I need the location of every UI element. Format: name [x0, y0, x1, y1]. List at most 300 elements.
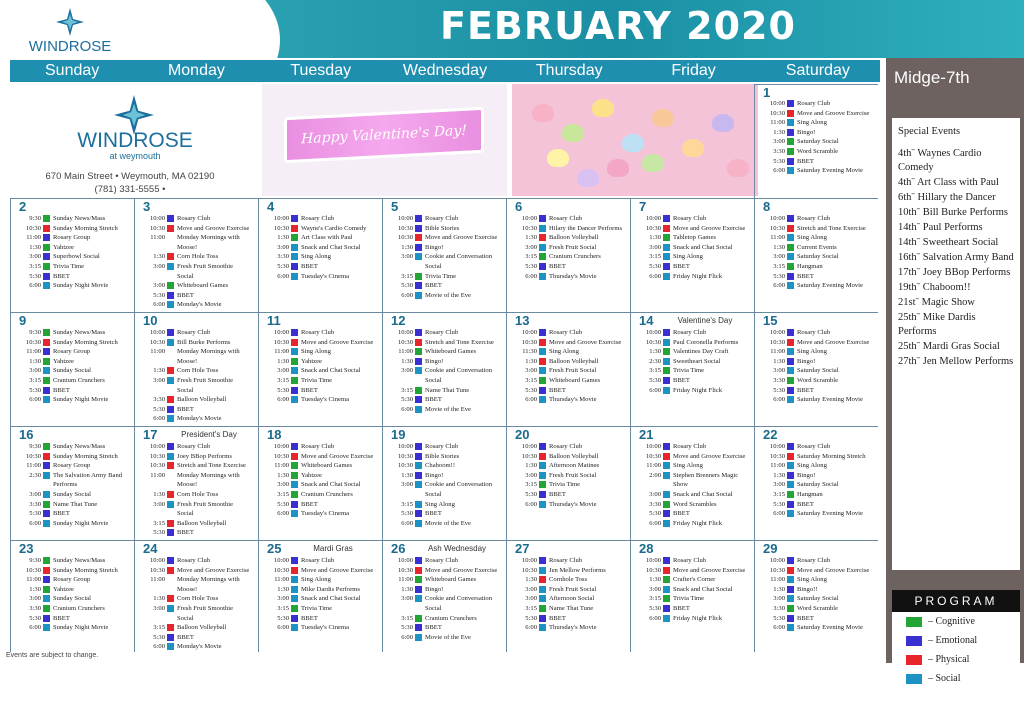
event-name: Hilary the Dancer Performs: [549, 224, 623, 232]
category-swatch: [43, 329, 50, 336]
event-time: 11:00: [398, 348, 413, 356]
category-swatch: [291, 557, 298, 564]
event-row: [383, 243, 507, 252]
event-row: [383, 556, 507, 565]
event-name: BBET: [549, 491, 566, 498]
event-row: [507, 347, 631, 356]
event-time: 11:00: [150, 234, 165, 242]
event-name: Balloon Volleyball: [177, 519, 227, 527]
address-street: 670 Main Street • Weymouth, MA 02190: [45, 171, 215, 182]
event-row: [259, 243, 383, 252]
category-swatch: [415, 367, 422, 374]
event-time: 3:00: [773, 367, 785, 375]
event-name: Monday Mornings with: [177, 348, 240, 356]
category-swatch: [415, 576, 422, 583]
event-time: 10:30: [149, 462, 165, 470]
event-row: [507, 614, 631, 623]
category-swatch: [787, 481, 794, 488]
event-name: Move and Groove Exercise: [301, 452, 374, 460]
event-time: 10:30: [645, 224, 661, 232]
event-row: [755, 157, 879, 166]
event-time: 11:00: [274, 348, 289, 356]
event-row: [507, 471, 631, 480]
event-name: Sing Along: [797, 119, 827, 127]
day-cell-19: [382, 426, 506, 540]
weekday-header: [10, 60, 880, 82]
category-swatch: [167, 367, 174, 374]
event-row: [135, 461, 259, 470]
special-event-item: 4thˉ Waynes Cardio Comedy: [898, 148, 982, 173]
day-cell-8: [754, 198, 878, 312]
event-row: [259, 575, 383, 584]
category-swatch: [43, 225, 50, 232]
category-swatch: [539, 377, 546, 384]
legend-swatch: [906, 636, 922, 646]
event-name: BBET: [425, 510, 442, 518]
month-title: FEBRUARY 2020: [440, 4, 796, 48]
event-time: 3:30: [153, 396, 165, 404]
event-time: 3:00: [649, 491, 661, 498]
event-time: 11:30: [522, 348, 537, 356]
event-name: Rosary Club: [425, 215, 459, 222]
category-swatch: [167, 462, 174, 469]
category-swatch: [787, 282, 794, 289]
event-time: 1:30: [153, 595, 165, 603]
event-row: [507, 338, 631, 347]
category-swatch: [291, 253, 298, 260]
category-swatch: [291, 358, 298, 365]
event-name: Balloon Volleyball: [549, 234, 599, 242]
event-time: 3:00: [525, 595, 537, 603]
event-name: Chaboom!!: [425, 462, 456, 470]
category-swatch: [291, 615, 298, 622]
event-time: 10:00: [273, 329, 289, 336]
event-time: 3:00: [401, 595, 413, 603]
event-name: Monday's Movie: [177, 301, 222, 309]
category-swatch: [787, 557, 794, 564]
day-number: 1: [763, 85, 771, 100]
category-swatch: [167, 501, 174, 508]
day-cell-13: [506, 312, 630, 426]
event-time: 3:00: [773, 138, 785, 146]
event-name: Whiteboard Games: [177, 282, 229, 290]
day-cell-1: [754, 84, 878, 198]
category-swatch: [539, 273, 546, 280]
event-row: [383, 252, 507, 261]
category-swatch: [43, 348, 50, 355]
event-row: [259, 376, 383, 385]
event-name: Movie of the Eve: [425, 291, 471, 299]
day-number: 21: [639, 427, 654, 442]
holiday-label: Valentine's Day: [677, 316, 733, 325]
category-swatch: [291, 472, 298, 479]
category-swatch: [787, 158, 794, 165]
event-name: Sunday Morning Stretch: [53, 338, 118, 346]
event-row: [755, 490, 879, 499]
event-row: [631, 604, 755, 613]
category-swatch: [167, 282, 174, 289]
event-name: Cookie and Conversation: [425, 367, 493, 375]
category-swatch: [415, 443, 422, 450]
event-time: 10:30: [149, 224, 165, 232]
category-swatch: [539, 234, 546, 241]
event-row: [11, 338, 135, 347]
category-swatch: [787, 377, 794, 384]
special-event-item: 14thˉ Paul Performs: [898, 222, 983, 233]
day-cell-29: [754, 540, 878, 652]
event-time: 3:15: [401, 500, 413, 508]
event-name: Saturday Evening Movie: [797, 282, 863, 290]
category-swatch: [539, 595, 546, 602]
legend-item: [892, 631, 1020, 650]
event-time: 3:15: [525, 377, 537, 384]
event-name: Bible Stories: [425, 224, 460, 232]
event-row: [755, 461, 879, 470]
event-name: Stretch and Tone Exercise: [177, 462, 246, 470]
event-time: 10:30: [769, 566, 785, 574]
event-row: [11, 442, 135, 451]
event-name: Wayne's Cardio Comedy: [301, 224, 367, 232]
event-row: [135, 300, 259, 309]
category-swatch: [167, 520, 174, 527]
program-title: PROGRAM: [892, 590, 1020, 612]
event-name: BBET: [301, 614, 318, 622]
event-time: 10:30: [645, 566, 661, 574]
category-swatch: [43, 282, 50, 289]
category-swatch: [167, 253, 174, 260]
event-time: 5:30: [525, 386, 537, 394]
event-time: 10:00: [273, 443, 289, 450]
event-name: Saturday Evening Movie: [797, 624, 863, 632]
category-swatch: [415, 520, 422, 527]
event-time: 5:30: [153, 405, 165, 413]
event-time: 5:30: [649, 263, 661, 270]
event-name: Sing Along: [673, 253, 703, 261]
event-row: [11, 500, 135, 509]
category-swatch: [167, 225, 174, 232]
event-time: 5:30: [401, 396, 413, 404]
event-name: Fresh Fruit Social: [549, 243, 597, 251]
event-name: Rosary Group: [53, 234, 91, 242]
event-name: Performs: [53, 481, 78, 489]
event-row: [755, 109, 879, 118]
event-row: [755, 272, 879, 281]
event-time: 6:00: [153, 415, 165, 423]
event-name: Rosary Club: [797, 215, 831, 222]
category-swatch: [415, 406, 422, 413]
event-row: [259, 252, 383, 261]
category-swatch: [291, 244, 298, 251]
event-time: 1:30: [401, 471, 413, 479]
event-name: Yahtzee: [53, 357, 74, 365]
event-row: [507, 272, 631, 281]
valentine-banner-image: [262, 84, 507, 196]
event-name: Move and Groove Exercise: [797, 338, 870, 346]
event-row: [259, 366, 383, 375]
event-time: 3:30: [29, 605, 41, 612]
event-time: 6:00: [649, 272, 661, 280]
event-name: Rosary Club: [301, 557, 335, 564]
event-row: [507, 604, 631, 613]
event-time: 5:30: [153, 633, 165, 641]
category-swatch: [415, 358, 422, 365]
day-cell-9: [10, 312, 134, 426]
event-row: [259, 471, 383, 480]
category-swatch: [43, 443, 50, 450]
category-swatch: [787, 367, 794, 374]
day-cell-2: [10, 198, 134, 312]
category-swatch: [663, 615, 670, 622]
event-name: Monday Mornings with: [177, 471, 240, 479]
event-row: [755, 137, 879, 146]
event-name: Snack and Chat Social: [301, 595, 361, 603]
event-name: Fresh Fruit Smoothie: [177, 377, 234, 384]
category-swatch: [787, 110, 794, 117]
category-swatch: [663, 586, 670, 593]
event-row: [631, 347, 755, 356]
event-row: [135, 233, 259, 242]
event-row: [631, 490, 755, 499]
event-name: Trivia Time: [673, 367, 705, 375]
event-row: [135, 585, 259, 594]
event-row: [259, 328, 383, 337]
event-time: 3:15: [649, 253, 661, 261]
event-row: [755, 594, 879, 603]
event-name: Word Scramble: [797, 377, 839, 384]
category-swatch: [291, 605, 298, 612]
event-row: [755, 128, 879, 137]
event-time: 3:00: [29, 595, 41, 603]
event-time: 1:30: [401, 357, 413, 365]
category-swatch: [167, 406, 174, 413]
event-time: 3:00: [773, 253, 785, 261]
event-time: 9:30: [29, 215, 41, 222]
logo-text: WINDROSE: [28, 38, 112, 55]
event-time: 10:00: [397, 215, 413, 222]
header-banner: [0, 0, 1024, 58]
event-time: 10:30: [397, 234, 413, 242]
event-name: Word Scramble: [797, 605, 839, 612]
event-time: 10:30: [149, 452, 165, 460]
category-swatch: [291, 348, 298, 355]
event-row: [755, 366, 879, 375]
event-name: Sing Along: [549, 348, 579, 356]
event-row: [383, 291, 507, 300]
event-name: Tabletop Games: [673, 234, 716, 242]
event-time: 5:30: [773, 157, 785, 165]
event-time: 5:30: [401, 624, 413, 632]
event-time: 10:00: [645, 443, 661, 450]
category-swatch: [539, 605, 546, 612]
event-row: [135, 623, 259, 632]
category-swatch: [787, 396, 794, 403]
special-events-box: [892, 118, 1020, 570]
event-time: 3:15: [649, 367, 661, 375]
event-name: Bingo!: [797, 471, 816, 479]
event-name: Rosary Club: [797, 100, 831, 107]
category-swatch: [787, 576, 794, 583]
event-time: 3:00: [525, 243, 537, 251]
event-row: [631, 585, 755, 594]
category-swatch: [663, 510, 670, 517]
event-row: [507, 500, 631, 509]
event-time: 10:30: [769, 224, 785, 232]
event-name: Superbowl Social: [53, 253, 100, 261]
event-name: Sunday Night Movie: [53, 396, 109, 404]
event-time: 10:30: [397, 452, 413, 460]
day-number: 13: [515, 313, 530, 328]
event-name: Moose!: [177, 481, 198, 489]
event-time: 3:00: [153, 282, 165, 290]
event-name: Thursday's Movie: [549, 272, 597, 280]
event-row: [755, 480, 879, 489]
event-time: 3:00: [153, 605, 165, 612]
legend-label: – Physical: [928, 654, 970, 665]
event-name: Thursday's Movie: [549, 396, 597, 404]
event-name: Tuesday's Cinema: [301, 272, 350, 280]
event-name: Saturday Morning Stretch: [797, 452, 866, 460]
event-name: Hangman: [797, 491, 823, 498]
event-time: 1:30: [773, 357, 785, 365]
event-name: BBET: [177, 633, 194, 641]
category-swatch: [291, 329, 298, 336]
event-row: [507, 328, 631, 337]
event-row: [259, 214, 383, 223]
event-name: Social: [425, 605, 442, 612]
event-row: [755, 614, 879, 623]
category-swatch: [663, 453, 670, 460]
category-swatch: [415, 253, 422, 260]
category-swatch: [539, 329, 546, 336]
event-time: 5:30: [277, 614, 289, 622]
day-cell-20: [506, 426, 630, 540]
day-number: 11: [267, 313, 281, 328]
event-row: [259, 272, 383, 281]
event-name: Move and Groove Exercise: [425, 234, 498, 242]
event-name: Yahtzee: [53, 243, 74, 251]
event-time: 5:30: [525, 491, 537, 498]
event-name: BBET: [797, 386, 814, 394]
event-time: 3:30: [773, 605, 785, 612]
category-swatch: [787, 624, 794, 631]
event-name: Moose!: [177, 243, 198, 251]
event-row: [383, 633, 507, 642]
event-time: 3:00: [525, 367, 537, 375]
day-number: 8: [763, 199, 771, 214]
event-name: BBET: [797, 500, 814, 508]
event-name: Saturday Evening Movie: [797, 396, 863, 404]
event-time: 6:00: [525, 272, 537, 280]
event-time: 11:00: [150, 348, 165, 356]
category-swatch: [539, 367, 546, 374]
event-name: Trivia Time: [301, 605, 333, 612]
category-swatch: [663, 377, 670, 384]
event-row: [507, 252, 631, 261]
event-name: Move and Groove Exercise: [301, 566, 374, 574]
event-row: [383, 519, 507, 528]
event-row: [755, 395, 879, 404]
event-time: 1:30: [773, 128, 785, 136]
weekday-sunday: Sunday: [45, 62, 100, 79]
event-row: [11, 480, 135, 489]
category-swatch: [415, 273, 422, 280]
event-name: Corn Hole Toss: [177, 253, 219, 261]
event-row: [507, 442, 631, 451]
event-time: 10:30: [645, 338, 661, 346]
event-name: BBET: [53, 272, 70, 280]
category-swatch: [291, 624, 298, 631]
event-row: [135, 272, 259, 281]
event-row: [507, 490, 631, 499]
event-time: 5:30: [153, 291, 165, 299]
category-swatch: [663, 339, 670, 346]
event-row: [383, 357, 507, 366]
category-swatch: [291, 396, 298, 403]
event-name: Friday Night Flick: [673, 272, 723, 280]
event-name: BBET: [53, 510, 70, 518]
event-row: [259, 357, 383, 366]
event-row: [631, 357, 755, 366]
event-name: BBET: [425, 624, 442, 632]
event-row: [259, 604, 383, 613]
event-row: [507, 376, 631, 385]
event-name: Cranium Crunchers: [425, 614, 477, 622]
weekday-tuesday: Tuesday: [290, 62, 352, 79]
event-time: 10:00: [149, 443, 165, 450]
footer-note: Events are subject to change.: [6, 652, 99, 659]
event-name: Cranium Crunchers: [53, 605, 105, 612]
event-row: [383, 594, 507, 603]
event-time: 6:00: [649, 386, 661, 394]
event-name: Cranium Crunchers: [53, 377, 105, 384]
event-name: Snack and Chat Social: [301, 481, 361, 489]
event-time: 5:30: [773, 500, 785, 508]
category-swatch: [43, 263, 50, 270]
event-name: Trivia Time: [673, 595, 705, 603]
category-swatch: [539, 491, 546, 498]
event-name: Rosary Club: [177, 329, 211, 336]
event-name: Bill Burke Performs: [177, 338, 231, 346]
category-swatch: [663, 462, 670, 469]
event-time: 11:00: [26, 234, 41, 242]
event-name: Friday Night Flick: [673, 519, 723, 527]
event-time: 10:30: [397, 462, 413, 470]
event-row: [383, 233, 507, 242]
category-swatch: [787, 225, 794, 232]
event-row: [259, 614, 383, 623]
event-name: Whiteboard Games: [301, 462, 353, 470]
event-name: Show: [673, 481, 689, 489]
category-swatch: [415, 557, 422, 564]
event-row: [383, 214, 507, 223]
event-row: [11, 623, 135, 632]
event-name: Movie of the Eve: [425, 633, 471, 641]
day-number: 24: [143, 541, 158, 556]
event-name: Monday Mornings with: [177, 576, 240, 584]
event-row: [135, 575, 259, 584]
event-time: 10:00: [273, 557, 289, 564]
event-row: [135, 357, 259, 366]
event-name: Snack and Chat Social: [301, 243, 361, 251]
category-swatch: [539, 462, 546, 469]
event-row: [631, 452, 755, 461]
event-name: Yahtzee: [301, 471, 322, 479]
event-name: BBET: [425, 282, 442, 290]
event-row: [507, 357, 631, 366]
event-time: 6:00: [649, 614, 661, 622]
category-swatch: [539, 443, 546, 450]
category-swatch: [415, 510, 422, 517]
